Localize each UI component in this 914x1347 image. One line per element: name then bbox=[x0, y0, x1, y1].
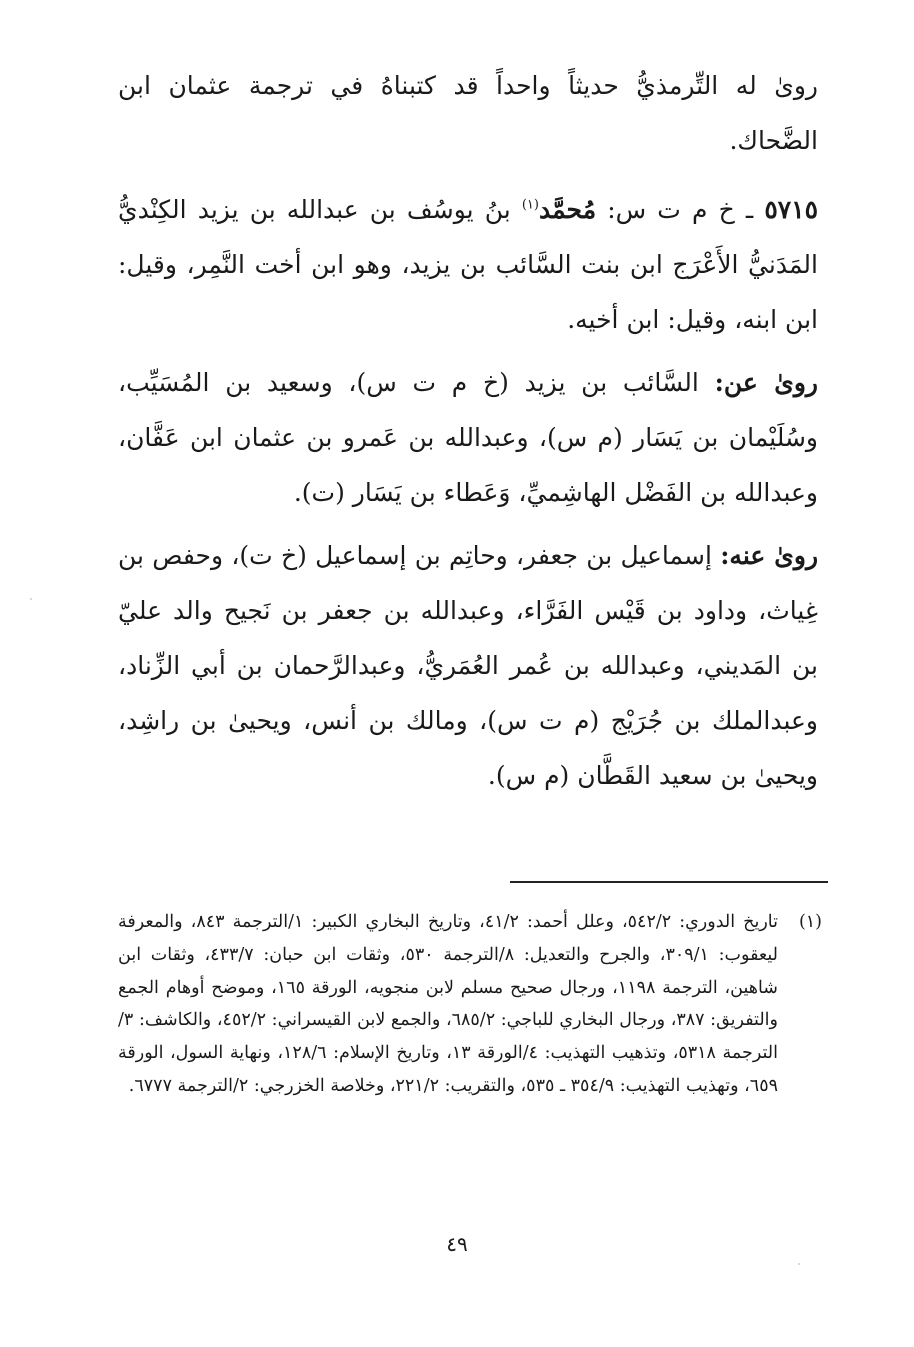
page-number: ٤٩ bbox=[446, 1232, 468, 1256]
entry-sigla: ـ خ م ت س: bbox=[607, 195, 754, 224]
narrated-by-text: إسماعيل بن جعفر، وحاتِم بن إسماعيل (خ ت)، وحفص بن غِياث، وداود بن قَيْس الفَرَّاء، وعبدالله بن جعفر بن نَجيح والد عليّ بن المَديني، وعبدالله بن عُمر العُمَريُّ، وعبدالرَّحمان بن أبي الزِّناد، وعبدالملك بن جُرَيْج (م ت س)، ومالك بن أنس، ويحيىٰ بن راشِد، ويحيىٰ بن سعيد القَطَّان (م س). bbox=[118, 541, 818, 790]
biography-entry-heading bbox=[118, 182, 818, 347]
intro-text: رویٰ له التِّرمذيُّ حديثاً واحداً قد كتبناهُ في ترجمة عثمان ابن الضَّحاك. bbox=[118, 71, 818, 155]
scan-speck bbox=[798, 1263, 800, 1265]
entry-name: مُحمَّد bbox=[538, 195, 597, 224]
footnote-divider bbox=[510, 881, 828, 883]
narrated-by-label: رویٰ عنه: bbox=[720, 541, 819, 570]
entry-number: ٥٧١٥ bbox=[764, 195, 819, 224]
narrated-from-paragraph bbox=[118, 355, 818, 520]
narrated-from-text: السَّائب بن يزيد (خ م ت س)، وسعيد بن المُسَيِّب، وسُلَيْمان بن يَسَار (م س)، وعبدالله بن عَمرو بن عثمان ابن عَفَّان، وعبدالله بن الفَضْل الهاشِميِّ، وَعَطاء بن يَسَار (ت). bbox=[118, 368, 818, 507]
footnote-marker: (١) bbox=[798, 912, 822, 932]
footnote-section bbox=[118, 906, 822, 1103]
scan-speck bbox=[30, 598, 32, 600]
main-text-block bbox=[118, 58, 818, 803]
narrated-by-paragraph bbox=[118, 528, 818, 803]
narrated-from-label: رویٰ عن: bbox=[714, 368, 818, 397]
footnote-reference[interactable]: (١) bbox=[521, 197, 539, 213]
intro-paragraph bbox=[118, 58, 818, 168]
footnote-text: تاريخ الدوري: ٥٤٢/٢، وعلل أحمد: ٤١/٢، وتاريخ البخاري الكبير: ١/الترجمة ٨٤٣، والمعرفة ليعقوب: ٣٠٩/١، والجرح والتعديل: ٨/الترجمة ٥٣٠، وثقات ابن حبان: ٤٣٣/٧، وثقات ابن شاهين، الترجمة ١١٩٨، ورجال صحيح مسلم لابن منجويه، الورقة ١٦٥، وموضح أوهام الجمع والتفريق: ٣٨٧، ورجال البخاري للباجي: ٦٨٥/٢، والجمع لابن القيسراني: ٤٥٢/٢، والكاشف: ٣/الترجمة ٥٣١٨، وتذهيب التهذيب: ٤/الورقة ١٣، وتاريخ الإسلام: ١٢٨/٦، ونهاية السول، الورقة ٦٥٩، وتهذيب التهذيب: ٣٥٤/٩ ـ ٥٣٥، والتقريب: ٢٢١/٢، وخلاصة الخزرجي: ٢/الترجمة ٦٧٧٧. bbox=[118, 912, 778, 1096]
entry-text: بنُ يوسُف بن عبدالله بن يزيد الكِنْديُّ المَدَنيُّ الأَعْرَج ابن بنت السَّائب بن يزيد، وهو ابن أخت النَّمِر، وقيل: ابن ابنه، وقيل: ابن أخيه. bbox=[118, 195, 818, 334]
